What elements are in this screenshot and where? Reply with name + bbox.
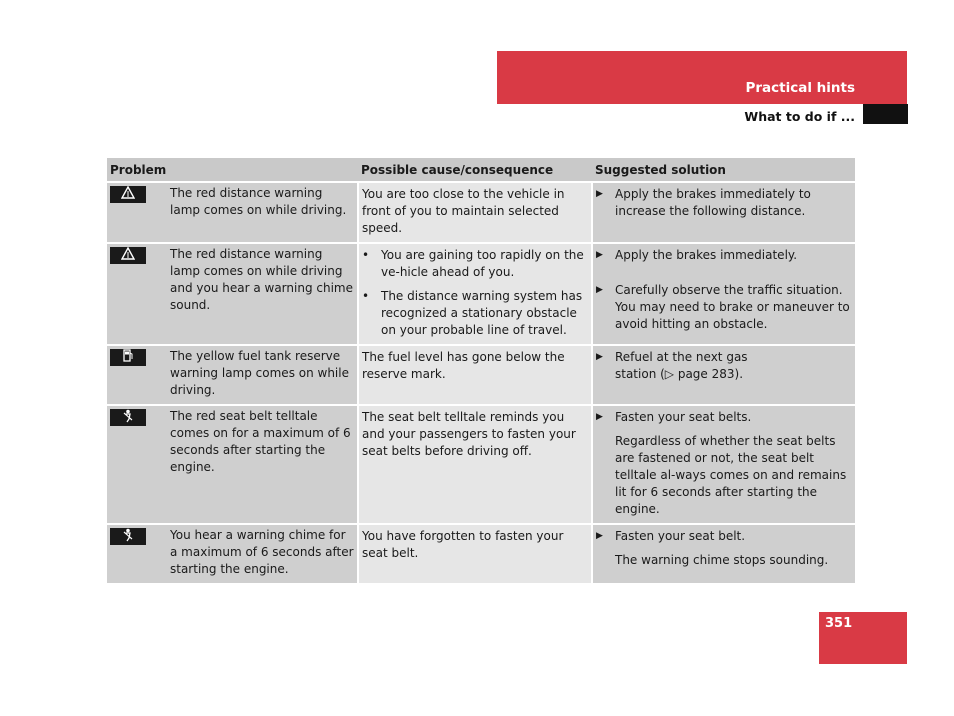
solution-cell [592, 345, 855, 405]
section-subtitle: What to do if ... [744, 109, 855, 124]
problem-text: The yellow fuel tank reserve warning lamp comes on while driving. [170, 349, 349, 397]
header-problem: Problem [107, 158, 358, 182]
seat-belt-icon [110, 528, 146, 545]
solution-cell [592, 524, 855, 584]
problem-cell [107, 243, 358, 345]
header-tab-marker [863, 104, 908, 124]
header-cause: Possible cause/consequence [358, 158, 592, 182]
solution-cell [592, 405, 855, 524]
fuel-reserve-icon [110, 349, 146, 366]
arrow-icon: ▶ [596, 531, 603, 541]
solution-item [596, 186, 852, 220]
cause-text: The distance warning system has recognized a stationary obstacle on your probable line of travel. [381, 289, 583, 337]
table-row [107, 345, 855, 405]
troubleshooting-table [107, 158, 855, 585]
solution-text: Refuel at the next gas station (▷ page 283). [615, 350, 748, 381]
arrow-icon: ▶ [596, 189, 603, 199]
bullet-icon: • [362, 289, 370, 303]
cause-cell [358, 524, 592, 584]
cause-bullet [362, 288, 588, 339]
solution-note: The warning chime stops sounding. [615, 553, 829, 567]
solution-item [596, 528, 852, 545]
bullet-icon: • [362, 248, 370, 262]
solution-text: Carefully observe the traffic situation. You may need to brake or maneuver to avoid hitting an obstacle. [615, 283, 850, 331]
header-solution: Suggested solution [592, 158, 855, 182]
cause-bullet [362, 247, 588, 281]
section-title: Practical hints [745, 80, 855, 96]
page-number: 351 [825, 616, 853, 631]
solution-text: Apply the brakes immediately to increase the following distance. [615, 187, 811, 218]
problem-text: The red distance warning lamp comes on while driving. [170, 186, 347, 217]
problem-text: The red seat belt telltale comes on for a maximum of 6 seconds after starting the engine. [170, 409, 351, 474]
arrow-icon: ▶ [596, 412, 603, 422]
arrow-icon: ▶ [596, 352, 603, 362]
cause-text: You are too close to the vehicle in front of you to maintain selected speed. [362, 187, 565, 235]
problem-text: You hear a warning chime for a maximum of 6 seconds after starting the engine. [170, 528, 354, 576]
cause-text: You have forgotten to fasten your seat belt. [362, 529, 564, 560]
arrow-icon: ▶ [596, 285, 603, 295]
cause-cell [358, 182, 592, 243]
solution-text: Fasten your seat belts. [615, 410, 752, 424]
cause-cell [358, 243, 592, 345]
solution-item [596, 247, 852, 264]
distance-warning-icon [110, 186, 146, 203]
solution-item [596, 282, 852, 333]
seat-belt-icon [110, 409, 146, 426]
solution-cell [592, 182, 855, 243]
solution-item [596, 409, 852, 426]
problem-cell [107, 524, 358, 584]
table-row [107, 405, 855, 524]
solution-text: Apply the brakes immediately. [615, 248, 798, 262]
cause-text: The fuel level has gone below the reserve mark. [362, 350, 565, 381]
header-band [497, 51, 907, 104]
solution-text: Fasten your seat belt. [615, 529, 746, 543]
problem-cell [107, 182, 358, 243]
table-row [107, 182, 855, 243]
problem-text: The red distance warning lamp comes on while driving and you hear a warning chime sound. [170, 247, 353, 312]
table-row [107, 524, 855, 584]
problem-cell [107, 405, 358, 524]
distance-warning-icon [110, 247, 146, 264]
solution-note: Regardless of whether the seat belts are fastened or not, the seat belt telltale al-ways comes on and remains lit for 6 seconds after starting the engine. [615, 434, 847, 516]
cause-cell [358, 405, 592, 524]
solution-item [596, 349, 852, 383]
cause-text: You are gaining too rapidly on the ve-hicle ahead of you. [381, 248, 584, 279]
table-header-row [107, 158, 855, 182]
table-row [107, 243, 855, 345]
problem-cell [107, 345, 358, 405]
arrow-icon: ▶ [596, 250, 603, 260]
cause-cell [358, 345, 592, 405]
cause-text: The seat belt telltale reminds you and your passengers to fasten your seat belts before driving off. [362, 410, 576, 458]
solution-cell [592, 243, 855, 345]
